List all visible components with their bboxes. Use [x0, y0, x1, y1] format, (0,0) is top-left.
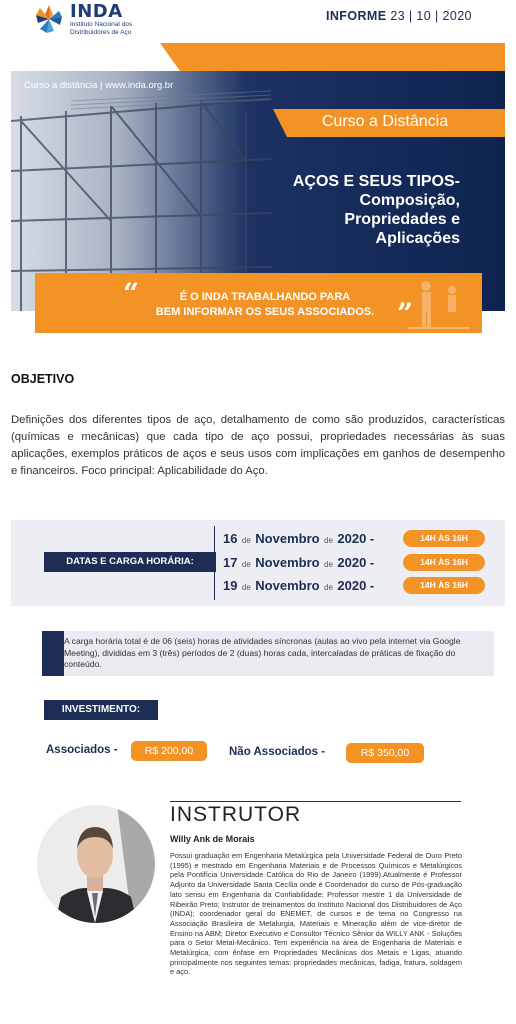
course-title-line-3: Propriedades e	[344, 211, 460, 228]
date-connector: de	[324, 536, 333, 545]
instructor-photo	[37, 805, 155, 923]
objective-title: OBJETIVO	[11, 372, 75, 386]
course-tag	[287, 109, 505, 137]
close-quote-icon: ”	[397, 297, 414, 330]
investment-label: INVESTIMENTO:	[44, 700, 158, 720]
date-day: 16	[223, 531, 238, 546]
informe-label: INFORME	[326, 9, 387, 23]
dates-label: DATAS E CARGA HORÁRIA:	[44, 552, 216, 572]
instructor-bio: Possui graduação em Engenharia Metalúrgica pela Universidade Federal de Ouro Preto (1995) e mestrado em Engenharia Materiais e de Processos Químicos e Metalúrgicos pela Pontifícia Universidade Católica do Rio de Janeiro (1999).Atualmente é Professor Adjunto da Universidade Santa Cecília onde é Coordenador do curso de Pós-graduação lato sensu em Engenharia da Confiabilidade; Professor mestre 1 da Universidade de Ribeirão Preto; Instrutor de treinamentos do Instituto Nacional dos Distribuidores de Aço (INDA); coordenador geral do ENEMET, de cursos e de tema no Congresso na Associação Brasileira de Metalurgia, Materiais e Mineração além de vice-diretor de Ensino na ABM; Diretor Executivo e Consultor Técnico Sênior da WILLY ANK - Soluções para o Setor Metal-Mecânico. Tem experiência na área de Engenharia de Materiais e Metalúrgica, com ênfase em Propriedades Mecânicas dos Metais e Ligas, atuando principalmente nos seguintes temas: propriedades mecânicas, fadiga, fratura, soldagem e aço.	[170, 851, 462, 977]
workload-info-text: A carga horária total é de 06 (seis) horas de atividades síncronas (aulas ao vivo pela internet via Google Meeting), divididas em 3 (três) períodos de 2 (duas) horas cada, intercaladas de práticas de fixação do conteúdo.	[64, 636, 461, 669]
open-quote-icon: “	[123, 277, 140, 310]
objective-text: Definições dos diferentes tipos de aço, detalhamento de como são produzidos, características (químicas e mecânicas) que cada tipo de aço possui, propriedades necessárias às suas aplicações, exemplos práticos de aços e seus usos com implicações em ganhos de desempenho e financeiros. Foco principal: Aplicabilidade do Aço.	[11, 414, 505, 477]
informe-heading	[326, 9, 472, 23]
course-title	[293, 172, 460, 248]
course-tag-label: Curso a Distância	[321, 113, 449, 130]
instructor-title: INSTRUTOR	[170, 803, 302, 826]
date-month: Novembro	[255, 531, 320, 546]
quote-text	[130, 290, 400, 320]
info-accent-bar	[42, 631, 64, 676]
date-year: 2020 -	[337, 555, 375, 570]
nao-associados-label: Não Associados -	[229, 746, 326, 758]
date-day: 19	[223, 578, 238, 593]
course-title-line-2: Composição,	[359, 192, 460, 209]
dates-section	[11, 520, 505, 606]
orange-accent-band	[180, 43, 505, 71]
logo-text	[70, 3, 150, 37]
date-connector: de	[324, 560, 333, 569]
date-connector: de	[324, 583, 333, 592]
instructor-name: Willy Ank de Morais	[170, 834, 255, 844]
course-title-line-4: Aplicações	[375, 230, 460, 247]
quote-band	[35, 273, 482, 333]
date-row	[223, 530, 468, 548]
banner-top-text: Curso a distância | www.inda.org.br	[24, 80, 174, 91]
instructor-divider	[170, 801, 461, 802]
date-connector: de	[241, 583, 251, 592]
date-month: Novembro	[255, 555, 320, 570]
time-badge: 14H ÀS 16H	[403, 530, 485, 547]
date-year: 2020 -	[337, 531, 375, 546]
date-connector: de	[241, 536, 251, 545]
informe-date: 23 | 10 | 2020	[390, 9, 472, 23]
inda-logo-icon	[34, 3, 64, 35]
associados-price: R$ 200,00	[131, 741, 207, 761]
header	[0, 0, 516, 40]
workload-info-box	[42, 631, 494, 676]
logo-name: INDA	[70, 1, 123, 22]
date-row	[223, 554, 468, 572]
logo-subtitle: Instituto Nacional dos Distribuidores de Aço	[70, 21, 133, 36]
date-day: 17	[223, 555, 238, 570]
dates-divider	[214, 526, 215, 600]
associados-label: Associados -	[46, 744, 118, 756]
quote-line-2: BEM INFORMAR OS SEUS ASSOCIADOS.	[155, 306, 375, 318]
date-connector: de	[241, 560, 251, 569]
instructor-portrait-icon	[37, 805, 155, 923]
time-badge: 14H ÀS 16H	[403, 577, 485, 594]
course-title-line-1: AÇOS E SEUS TIPOS-	[292, 173, 460, 190]
nao-associados-price: R$ 350,00	[346, 743, 424, 763]
time-badge: 14H ÀS 16H	[403, 554, 485, 571]
date-row	[223, 577, 468, 595]
date-year: 2020 -	[337, 578, 375, 593]
date-month: Novembro	[255, 578, 320, 593]
quote-line-1: É O INDA TRABALHANDO PARA	[179, 291, 351, 303]
